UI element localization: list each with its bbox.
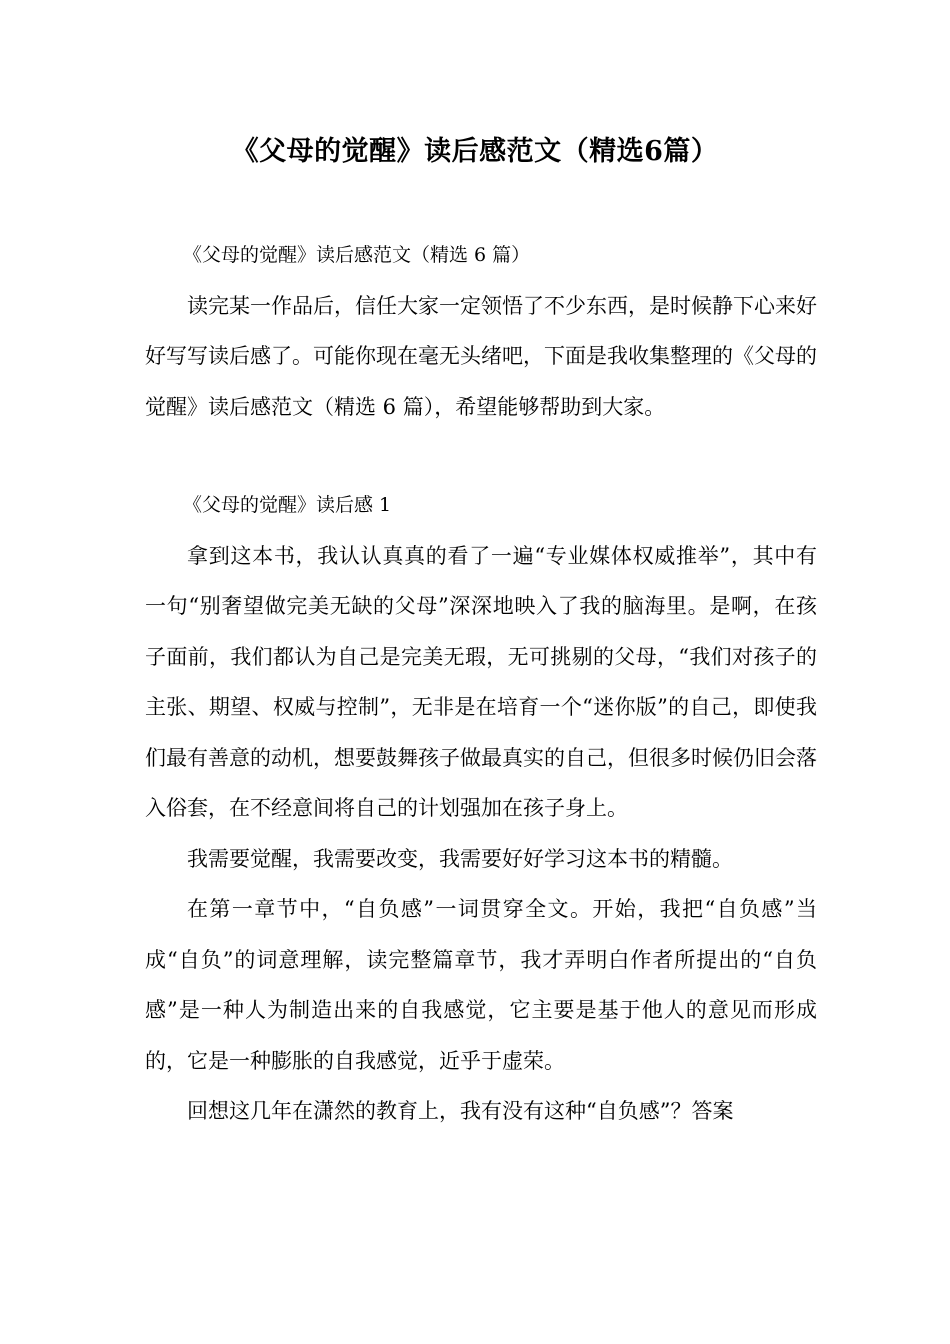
intro-paragraph: 读完某一作品后，信任大家一定领悟了不少东西，是时候静下心来好好写写读后感了。可能你现在毫无头绪吧，下面是我收集整理的《父母的觉醒》读后感范文（精选 6 篇），希望能够帮助到大家。	[145, 293, 817, 419]
section-spacer	[145, 432, 817, 480]
body-paragraph: 回想这几年在潇然的教育上，我有没有这种“自负感”？答案	[187, 1099, 734, 1123]
body-paragraph: 在第一章节中，“自负感”一词贯穿全文。开始，我把“自负感”当成“自负”的词意理解，读完整篇章节，我才弄明白作者所提出的“自负感”是一种人为制造出来的自我感觉，它主要是基于他人的意见而形成的，它是一种膨胀的自我感觉，近乎于虚荣。	[145, 897, 817, 1073]
subtitle-line: 《父母的觉醒》读后感范文（精选 6 篇）	[183, 244, 531, 266]
body-paragraph: 拿到这本书，我认认真真的看了一遍“专业媒体权威推举”，其中有一句“别奢望做完美无缺的父母”深深地映入了我的脑海里。是啊，在孩子面前，我们都认为自己是完美无瑕，无可挑剔的父母，“我们对孩子的主张、期望、权威与控制”，无非是在培育一个“迷你版”的自己，即使我们最有善意的动机，想要鼓舞孩子做最真实的自己，但很多时候仍旧会落入俗套，在不经意间将自己的计划强加在孩子身上。	[145, 543, 817, 820]
body-paragraph: 我需要觉醒，我需要改变，我需要好好学习这本书的精髓。	[187, 846, 733, 871]
section-heading: 《父母的觉醒》读后感 1	[183, 494, 392, 516]
page-title: 《父母的觉醒》读后感范文（精选6篇）	[231, 136, 719, 167]
document-body	[145, 230, 817, 1137]
